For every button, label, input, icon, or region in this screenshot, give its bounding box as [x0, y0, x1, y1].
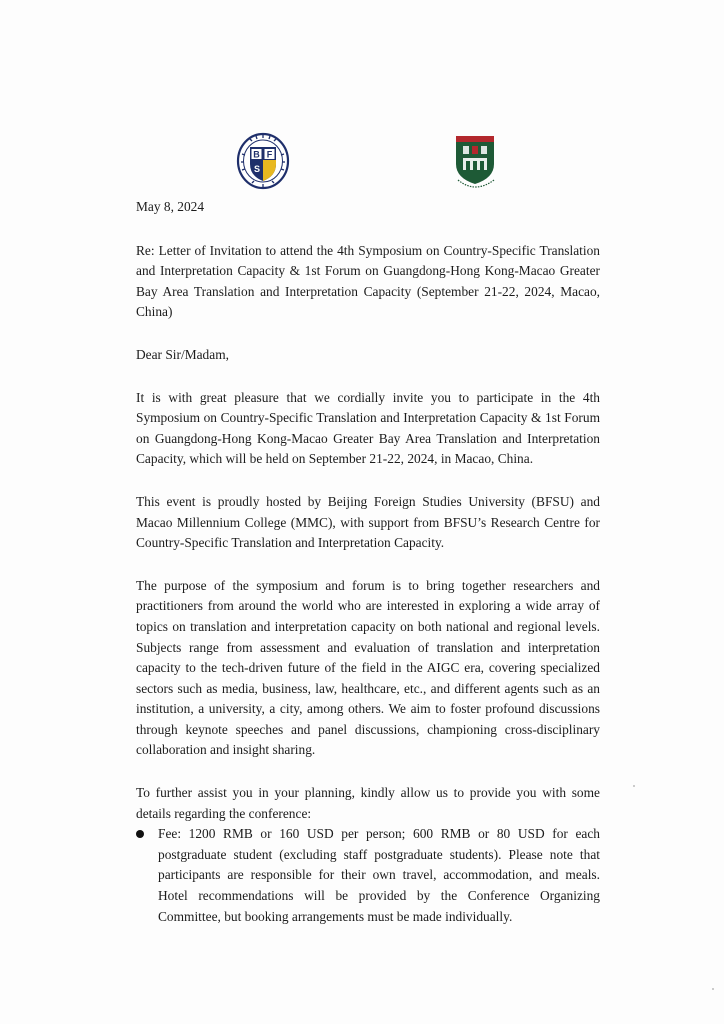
- bfsu-letter-s: S: [253, 164, 261, 174]
- letter-body: [136, 197, 600, 927]
- paragraph-hosts: This event is proudly hosted by Beijing Foreign Studies University (BFSU) and Macao Millennium College (MMC), with support from BFSU’s Research Centre for Country-Specific Translation and Interpretation Capacity.: [136, 493, 600, 551]
- letter-date: May 8, 2024: [136, 199, 205, 214]
- list-item: [136, 824, 600, 927]
- details-list: [136, 824, 600, 927]
- bullet-icon: [136, 830, 144, 838]
- detail-fee: Fee: 1200 RMB or 160 USD per person; 600 RMB or 80 USD for each postgraduate student (excluding staff postgraduate students). Please note that participants are responsible for their own travel, accommodation, and meals. Hotel recommendations will be provided by the Conference Organizing Committee, but booking arrangements must be made individually.: [158, 826, 600, 924]
- scan-speck: [633, 785, 635, 787]
- bfsu-emblem-icon: [236, 132, 290, 190]
- paragraph-purpose: The purpose of the symposium and forum is to bring together researchers and practitioners from around the world who are interested in exploring a wide array of topics on translation and interpretation capacity on both national and regional levels. Subjects range from assessment and evaluation of translation and interpretation capacity to the tech-driven future of the field in the AIGC era, covering specialized sectors such as media, business, law, healthcare, etc., and different agents such as an institution, a university, a city, among others. We aim to foster profound discussions through keynote speeches and panel discussions, championing cross-disciplinary collaboration and insight sharing.: [136, 577, 600, 758]
- bfsu-letter-f: F: [266, 149, 273, 160]
- scan-speck: [712, 988, 714, 990]
- paragraph-invitation: It is with great pleasure that we cordially invite you to participate in the 4th Symposium on Country-Specific Translation and Interpretation Capacity & 1st Forum on Guangdong-Hong Kong-Macao Greater Bay Area Translation and Interpretation Capacity, which will be held on September 21-22, 2024, in Macao, China.: [136, 389, 600, 467]
- mmc-shield-icon: [448, 134, 504, 192]
- details-intro: To further assist you in your planning, kindly allow us to provide you with some details regarding the conference:: [136, 785, 600, 821]
- bfsu-letter-b: B: [253, 149, 260, 160]
- letter-subject: Re: Letter of Invitation to attend the 4th Symposium on Country-Specific Translation and Interpretation Capacity & 1st Forum on Guangdong-Hong Kong-Macao Greater Bay Area Translation and Interpretation Capacity (September 21-22, 2024, Macao, China): [136, 242, 600, 320]
- letter-salutation: Dear Sir/Madam,: [136, 346, 229, 362]
